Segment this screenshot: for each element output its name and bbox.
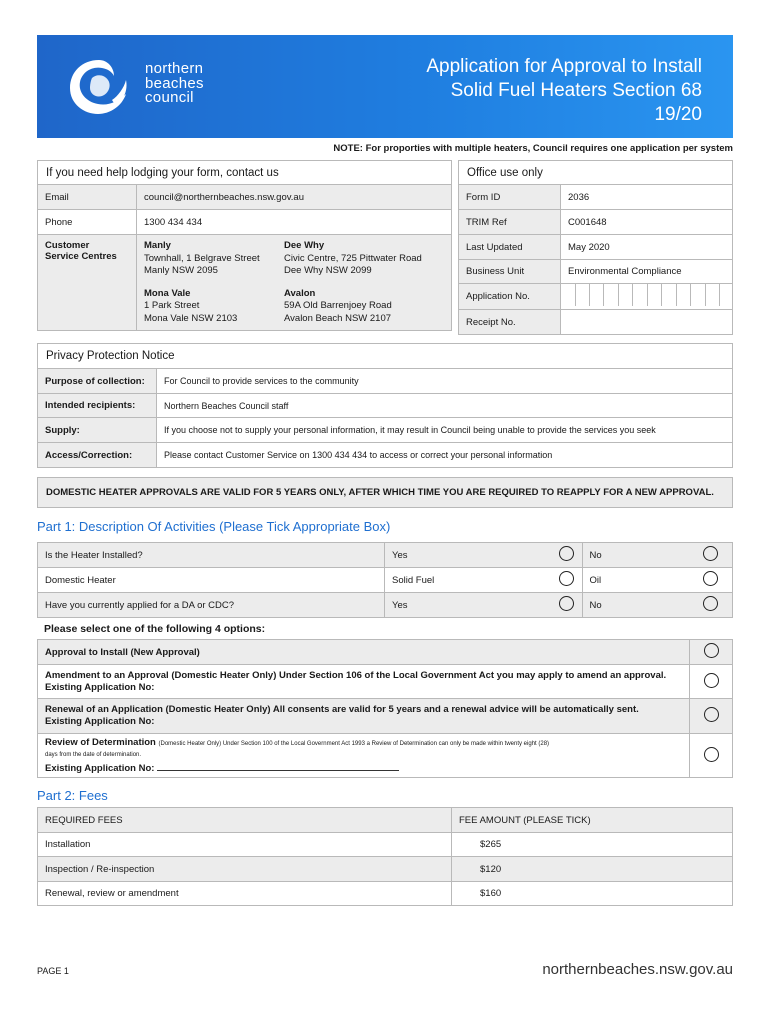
title-line-3: 19/20 bbox=[654, 104, 702, 125]
option-renewal bbox=[38, 699, 690, 734]
centres-label-1: Customer bbox=[45, 240, 90, 251]
centre-dee-why bbox=[284, 240, 444, 278]
radio-installed-no[interactable] bbox=[703, 546, 718, 561]
contact-heading: If you need help lodging your form, contact us bbox=[38, 161, 452, 185]
business-unit-label: Business Unit bbox=[459, 260, 561, 284]
access-value: Please contact Customer Service on 1300 434 434 to access or correct your personal information bbox=[157, 443, 733, 468]
centre-line2: Mona Vale NSW 2103 bbox=[144, 312, 238, 324]
contact-table bbox=[37, 160, 452, 331]
part2-title: Part 2: Fees bbox=[37, 788, 108, 803]
option-oil-label: Oil bbox=[582, 568, 646, 593]
centre-line1: 1 Park Street bbox=[144, 300, 200, 311]
email-label: Email bbox=[38, 185, 137, 210]
purpose-label: Purpose of collection: bbox=[38, 369, 157, 394]
review-existing-no: Existing Application No: bbox=[45, 763, 155, 774]
fee-inspection: Inspection / Re-inspection bbox=[38, 857, 452, 882]
centre-name: Manly bbox=[144, 240, 171, 251]
option-solid-fuel-label: Solid Fuel bbox=[385, 568, 559, 593]
radio-new-approval[interactable] bbox=[704, 643, 719, 658]
select-options-label: Please select one of the following 4 options: bbox=[44, 623, 266, 635]
fees-header-required: REQUIRED FEES bbox=[38, 808, 452, 833]
fee-installation-amount[interactable]: $265 bbox=[452, 833, 733, 857]
digit-box[interactable] bbox=[604, 284, 619, 306]
council-logo-text bbox=[145, 62, 204, 106]
radio-installed-yes[interactable] bbox=[559, 546, 574, 561]
radio-da-no[interactable] bbox=[703, 596, 718, 611]
centre-name: Avalon bbox=[284, 287, 316, 299]
radio-amendment[interactable] bbox=[704, 673, 719, 688]
logo-line-3: council bbox=[145, 89, 194, 106]
digit-box[interactable] bbox=[619, 284, 634, 306]
digit-box[interactable] bbox=[691, 284, 706, 306]
centre-line1: Townhall, 1 Belgrave Street bbox=[144, 252, 260, 264]
radio-oil[interactable] bbox=[703, 571, 718, 586]
page-number: PAGE 1 bbox=[37, 966, 69, 976]
review-existing-no-field[interactable] bbox=[157, 770, 399, 771]
application-no-label: Application No. bbox=[459, 284, 561, 310]
fee-installation: Installation bbox=[38, 833, 452, 857]
option-no-label: No bbox=[582, 593, 646, 618]
centre-line2: Manly NSW 2095 bbox=[144, 265, 218, 276]
centre-line1: 59A Old Barrenjoey Road bbox=[284, 300, 392, 311]
centre-line2: Avalon Beach NSW 2107 bbox=[284, 312, 392, 324]
form-id-label: Form ID bbox=[459, 185, 561, 210]
option-new-approval: Approval to Install (New Approval) bbox=[38, 640, 690, 665]
council-logo-icon bbox=[64, 56, 134, 118]
centre-avalon bbox=[284, 288, 444, 326]
option-yes-label: Yes bbox=[385, 543, 559, 568]
renewal-text: Renewal of an Application (Domestic Heater Only) All consents are valid for 5 years and a renewal advice will be automatically sent. bbox=[45, 704, 639, 715]
centres-list bbox=[137, 235, 452, 331]
centre-line1: Civic Centre, 725 Pittwater Road bbox=[284, 252, 422, 264]
purpose-value: For Council to provide services to the community bbox=[157, 369, 733, 394]
review-description-2: days from the date of determination. bbox=[45, 752, 142, 758]
receipt-no-field[interactable] bbox=[561, 310, 733, 335]
fees-header-amount: FEE AMOUNT (PLEASE TICK) bbox=[452, 808, 733, 833]
fee-renewal-amount[interactable]: $160 bbox=[452, 882, 733, 906]
privacy-heading: Privacy Protection Notice bbox=[38, 344, 733, 369]
radio-renewal[interactable] bbox=[704, 707, 719, 722]
option-no-label: No bbox=[582, 543, 646, 568]
application-no-boxes[interactable] bbox=[561, 284, 733, 310]
radio-review[interactable] bbox=[704, 747, 719, 762]
centre-line2: Dee Why NSW 2099 bbox=[284, 265, 372, 276]
logo-line-1: northern bbox=[145, 60, 204, 77]
centres-label-2: Service Centres bbox=[45, 251, 117, 262]
radio-da-yes[interactable] bbox=[559, 596, 574, 611]
multiple-heaters-note: NOTE: For proporties with multiple heaters, Council requires one application per system bbox=[333, 143, 733, 154]
review-title: Review of Determination bbox=[45, 737, 156, 748]
digit-box[interactable] bbox=[648, 284, 663, 306]
digit-box[interactable] bbox=[677, 284, 692, 306]
recipients-value: Northern Beaches Council staff bbox=[157, 394, 733, 418]
office-heading: Office use only bbox=[459, 161, 733, 185]
digit-box[interactable] bbox=[575, 284, 590, 306]
validity-banner: DOMESTIC HEATER APPROVALS ARE VALID FOR 5 YEARS ONLY, AFTER WHICH TIME YOU ARE REQUIRED TO REAPPLY FOR A NEW APPROVAL. bbox=[37, 477, 733, 508]
logo-line-2: beaches bbox=[145, 74, 204, 92]
option-review bbox=[38, 734, 690, 778]
last-updated-value: May 2020 bbox=[561, 235, 733, 260]
privacy-table bbox=[37, 343, 733, 468]
question-heater-type: Domestic Heater bbox=[38, 568, 385, 593]
amendment-text: Amendment to an Approval (Domestic Heater Only) Under Section 106 of the Local Government Act you may apply to amend an approval. bbox=[45, 669, 667, 681]
fee-inspection-amount[interactable]: $120 bbox=[452, 857, 733, 882]
fees-table bbox=[37, 807, 733, 906]
centre-manly bbox=[144, 240, 284, 278]
radio-solid-fuel[interactable] bbox=[559, 571, 574, 586]
question-installed: Is the Heater Installed? bbox=[38, 543, 385, 568]
title-line-2: Solid Fuel Heaters Section 68 bbox=[450, 80, 702, 101]
phone-value[interactable]: 1300 434 434 bbox=[137, 210, 452, 235]
form-title bbox=[322, 55, 702, 127]
centre-mona-vale bbox=[144, 288, 284, 326]
centres-label bbox=[38, 235, 137, 331]
option-amendment bbox=[38, 665, 690, 699]
digit-box[interactable] bbox=[662, 284, 677, 306]
centre-name: Mona Vale bbox=[144, 287, 191, 299]
phone-label: Phone bbox=[38, 210, 137, 235]
supply-label: Supply: bbox=[38, 418, 157, 443]
supply-value: If you choose not to supply your personal information, it may result in Council being unable to provide the services you seek bbox=[157, 418, 733, 443]
trim-ref-label: TRIM Ref bbox=[459, 210, 561, 235]
options-table bbox=[37, 639, 733, 778]
recipients-label: Intended recipients: bbox=[38, 394, 157, 418]
email-value[interactable]: council@northernbeaches.nsw.gov.au bbox=[137, 185, 452, 210]
centre-name: Dee Why bbox=[284, 240, 325, 251]
receipt-no-label: Receipt No. bbox=[459, 310, 561, 335]
amendment-existing-no: Existing Application No: bbox=[45, 681, 155, 693]
digit-box[interactable] bbox=[633, 284, 648, 306]
business-unit-value: Environmental Compliance bbox=[561, 260, 733, 284]
office-use-table bbox=[458, 160, 733, 335]
digit-box[interactable] bbox=[590, 284, 605, 306]
form-id-value: 2036 bbox=[561, 185, 733, 210]
access-label: Access/Correction: bbox=[38, 443, 157, 468]
part1-title: Part 1: Description Of Activities (Please Tick Appropriate Box) bbox=[37, 519, 391, 534]
digit-box[interactable] bbox=[706, 284, 721, 306]
trim-ref-value: C001648 bbox=[561, 210, 733, 235]
part1-table bbox=[37, 542, 733, 618]
renewal-existing-no: Existing Application No: bbox=[45, 716, 155, 727]
title-line-1: Application for Approval to Install bbox=[426, 56, 702, 77]
website-link[interactable]: northernbeaches.nsw.gov.au bbox=[542, 961, 733, 978]
fee-renewal: Renewal, review or amendment bbox=[38, 882, 452, 906]
last-updated-label: Last Updated bbox=[459, 235, 561, 260]
option-yes-label: Yes bbox=[385, 593, 559, 618]
question-da-cdc: Have you currently applied for a DA or CDC? bbox=[38, 593, 385, 618]
review-description: (Domestic Heater Only) Under Section 100 of the Local Government Act 1993 a Review of Determination can only be made within twenty eight (28) bbox=[158, 741, 550, 747]
